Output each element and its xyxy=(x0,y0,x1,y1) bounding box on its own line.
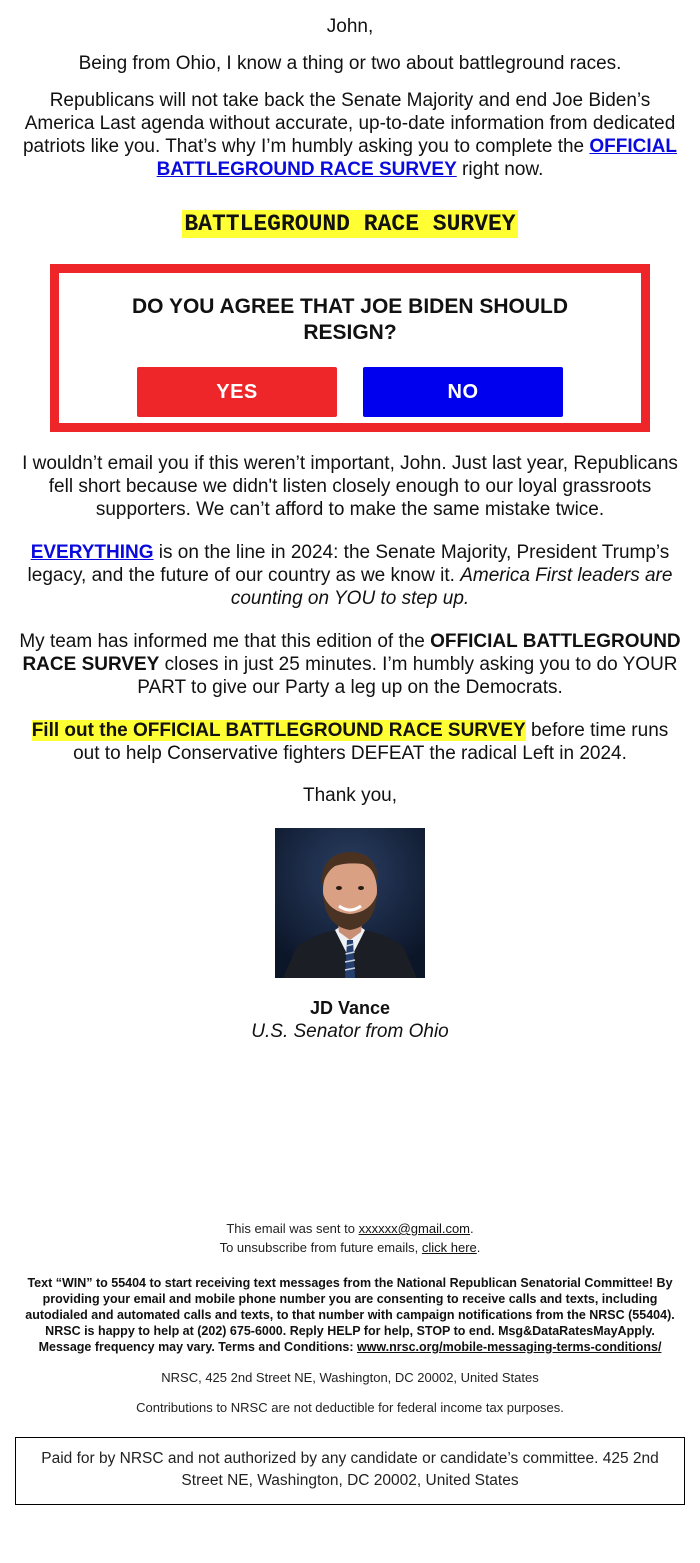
footer-unsubscribe xyxy=(0,1238,700,1257)
paragraph-5-text: before time runs out to help Conservative fighters DEFEAT the radical Left in 2024. xyxy=(73,720,669,764)
intro-paragraph: Being from Ohio, I know a thing or two about battleground races. xyxy=(78,53,622,74)
paragraph-5 xyxy=(16,719,684,765)
sms-legal-text xyxy=(20,1275,680,1355)
signoff: Thank you, xyxy=(303,785,397,806)
highlighted-survey-cta[interactable]: Fill out the OFFICIAL BATTLEGROUND RACE SURVEY xyxy=(31,720,526,741)
survey-heading-text: BATTLEGROUND RACE SURVEY xyxy=(184,211,516,237)
recipient-email-link[interactable]: xxxxxx@gmail.com xyxy=(358,1221,471,1236)
footer-sent-to xyxy=(0,1219,700,1238)
tax-disclaimer: Contributions to NRSC are not deductible for federal income tax purposes. xyxy=(136,1400,564,1415)
paragraph-1 xyxy=(16,89,684,181)
senator-photo xyxy=(275,828,425,978)
survey-link[interactable]: OFFICIAL BATTLEGROUND RACE SURVEY xyxy=(156,136,677,180)
yes-button[interactable]: YES xyxy=(137,367,337,417)
paragraph-3-italic: America First leaders are counting on YOU to step up. xyxy=(230,565,673,609)
sent-to-suffix: . xyxy=(470,1221,474,1236)
unsubscribe-suffix: . xyxy=(476,1240,481,1255)
paragraph-4 xyxy=(16,630,684,699)
survey-heading xyxy=(0,211,700,237)
paragraph-4-bold: OFFICIAL BATTLEGROUND RACE SURVEY xyxy=(22,631,681,675)
paragraph-1-end: right now. xyxy=(456,159,544,180)
unsubscribe-prefix: To unsubscribe from future emails, xyxy=(219,1240,422,1255)
signature-name: JD Vance xyxy=(309,998,391,1018)
paragraph-1-text: Republicans will not take back the Senate Majority and end Joe Biden’s America Last agenda without accurate, up-to-date information from dedicated patriots like you. That’s why I’m humbly asking you to complete the xyxy=(22,90,676,157)
paid-for-box: Paid for by NRSC and not authorized by any candidate or candidate’s committee. 425 2nd Street NE, Washington, DC 20002, United States xyxy=(15,1437,685,1505)
salutation: John, xyxy=(326,16,374,37)
poll-box xyxy=(50,264,650,432)
paragraph-2: I wouldn’t email you if this weren’t important, John. Just last year, Republicans fell short because we didn't listen closely enough to our loyal grassroots supporters. We can’t afford to make the same mistake twice. xyxy=(22,453,678,520)
footer-address: NRSC, 425 2nd Street NE, Washington, DC 20002, United States xyxy=(161,1370,539,1385)
everything-link[interactable]: EVERYTHING xyxy=(30,542,154,563)
sent-to-prefix: This email was sent to xyxy=(226,1221,359,1236)
paragraph-4-text: My team has informed me that this edition of the xyxy=(19,631,431,652)
no-button[interactable]: NO xyxy=(363,367,563,417)
paragraph-4-end: closes in just 25 minutes. I’m humbly asking you to do YOUR PART to give our Party a leg up on the Democrats. xyxy=(137,654,678,698)
poll-question: DO YOU AGREE THAT JOE BIDEN SHOULD RESIGN? xyxy=(132,295,568,344)
paragraph-3 xyxy=(16,541,684,610)
terms-link[interactable]: www.nrsc.org/mobile-messaging-terms-conditions/ xyxy=(356,1340,662,1354)
legal-text: Text “WIN” to 55404 to start receiving text messages from the National Republican Senatorial Committee! By providing your email and mobile phone number you are consenting to receive calls and texts, including autodialed and automated calls and texts, to that number with campaign notifications from the NRSC (55404). NRSC is happy to help at (202) 675-6000. Reply HELP for help, STOP to end. Msg&DataRatesMayApply. Message frequency may vary. Terms and Conditions: xyxy=(25,1276,675,1354)
signature-title: U.S. Senator from Ohio xyxy=(251,1021,449,1042)
portrait-image xyxy=(275,828,425,978)
poll-buttons xyxy=(59,367,641,417)
paragraph-3-text: is on the line in 2024: the Senate Majority, President Trump’s legacy, and the future of our country as we know it. xyxy=(27,542,670,586)
unsubscribe-link[interactable]: click here xyxy=(421,1240,477,1255)
